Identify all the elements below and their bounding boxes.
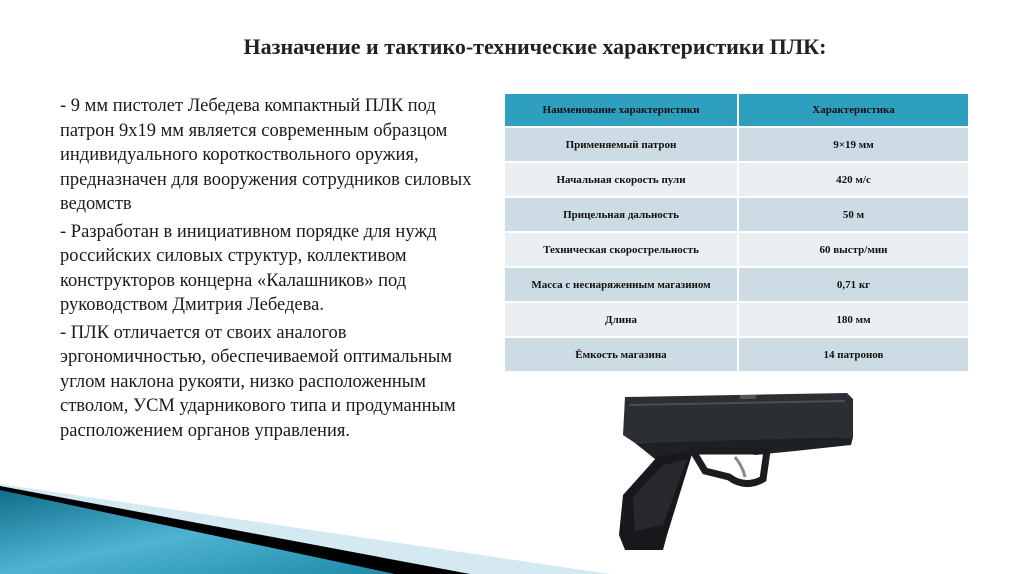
spec-value: 60 выстр/мин bbox=[738, 232, 969, 267]
spec-name: Применяемый патрон bbox=[504, 127, 738, 162]
table-header-row bbox=[504, 93, 969, 127]
paragraph-purpose: - 9 мм пистолет Лебедева компактный ПЛК под патрон 9х19 мм является современным образцом индивидуального короткоствольного оружия, предназначен для вооружения сотрудников силовых ведомств bbox=[60, 96, 472, 214]
spec-name: Ёмкость магазина bbox=[504, 337, 738, 372]
spec-name: Прицельная дальность bbox=[504, 197, 738, 232]
table-row bbox=[504, 302, 969, 337]
table-row bbox=[504, 127, 969, 162]
spec-name: Техническая скорострельность bbox=[504, 232, 738, 267]
description-text bbox=[60, 94, 480, 446]
table-row bbox=[504, 232, 969, 267]
spec-value: 180 мм bbox=[738, 302, 969, 337]
table-row bbox=[504, 267, 969, 302]
spec-value: 420 м/с bbox=[738, 162, 969, 197]
table-row bbox=[504, 162, 969, 197]
slide-title: Назначение и тактико-технические характеристики ПЛК: bbox=[243, 34, 827, 59]
spec-name: Масса с неснаряженным магазином bbox=[504, 267, 738, 302]
spec-name: Начальная скорость пули bbox=[504, 162, 738, 197]
spec-name: Длина bbox=[504, 302, 738, 337]
spec-value: 0,71 кг bbox=[738, 267, 969, 302]
paragraph-features: - ПЛК отличается от своих аналогов эргономичностью, обеспечиваемой оптимальным углом наклона рукояти, низко расположенным стволом, УСМ ударникового типа и продуманным расположением органов управления. bbox=[60, 322, 456, 441]
header-value: Характеристика bbox=[738, 93, 969, 127]
header-name: Наименование характеристики bbox=[504, 93, 738, 127]
spec-value: 50 м bbox=[738, 197, 969, 232]
paragraph-development: - Разработан в инициативном порядке для нужд российских силовых структур, коллективом конструкторов концерна «Калашников» под руководством Дмитрия Лебедева. bbox=[60, 221, 437, 315]
specs-table bbox=[503, 92, 970, 373]
table-row bbox=[504, 197, 969, 232]
spec-value: 9×19 мм bbox=[738, 127, 969, 162]
spec-value: 14 патронов bbox=[738, 337, 969, 372]
table-row bbox=[504, 337, 969, 372]
pistol-image bbox=[595, 385, 865, 555]
